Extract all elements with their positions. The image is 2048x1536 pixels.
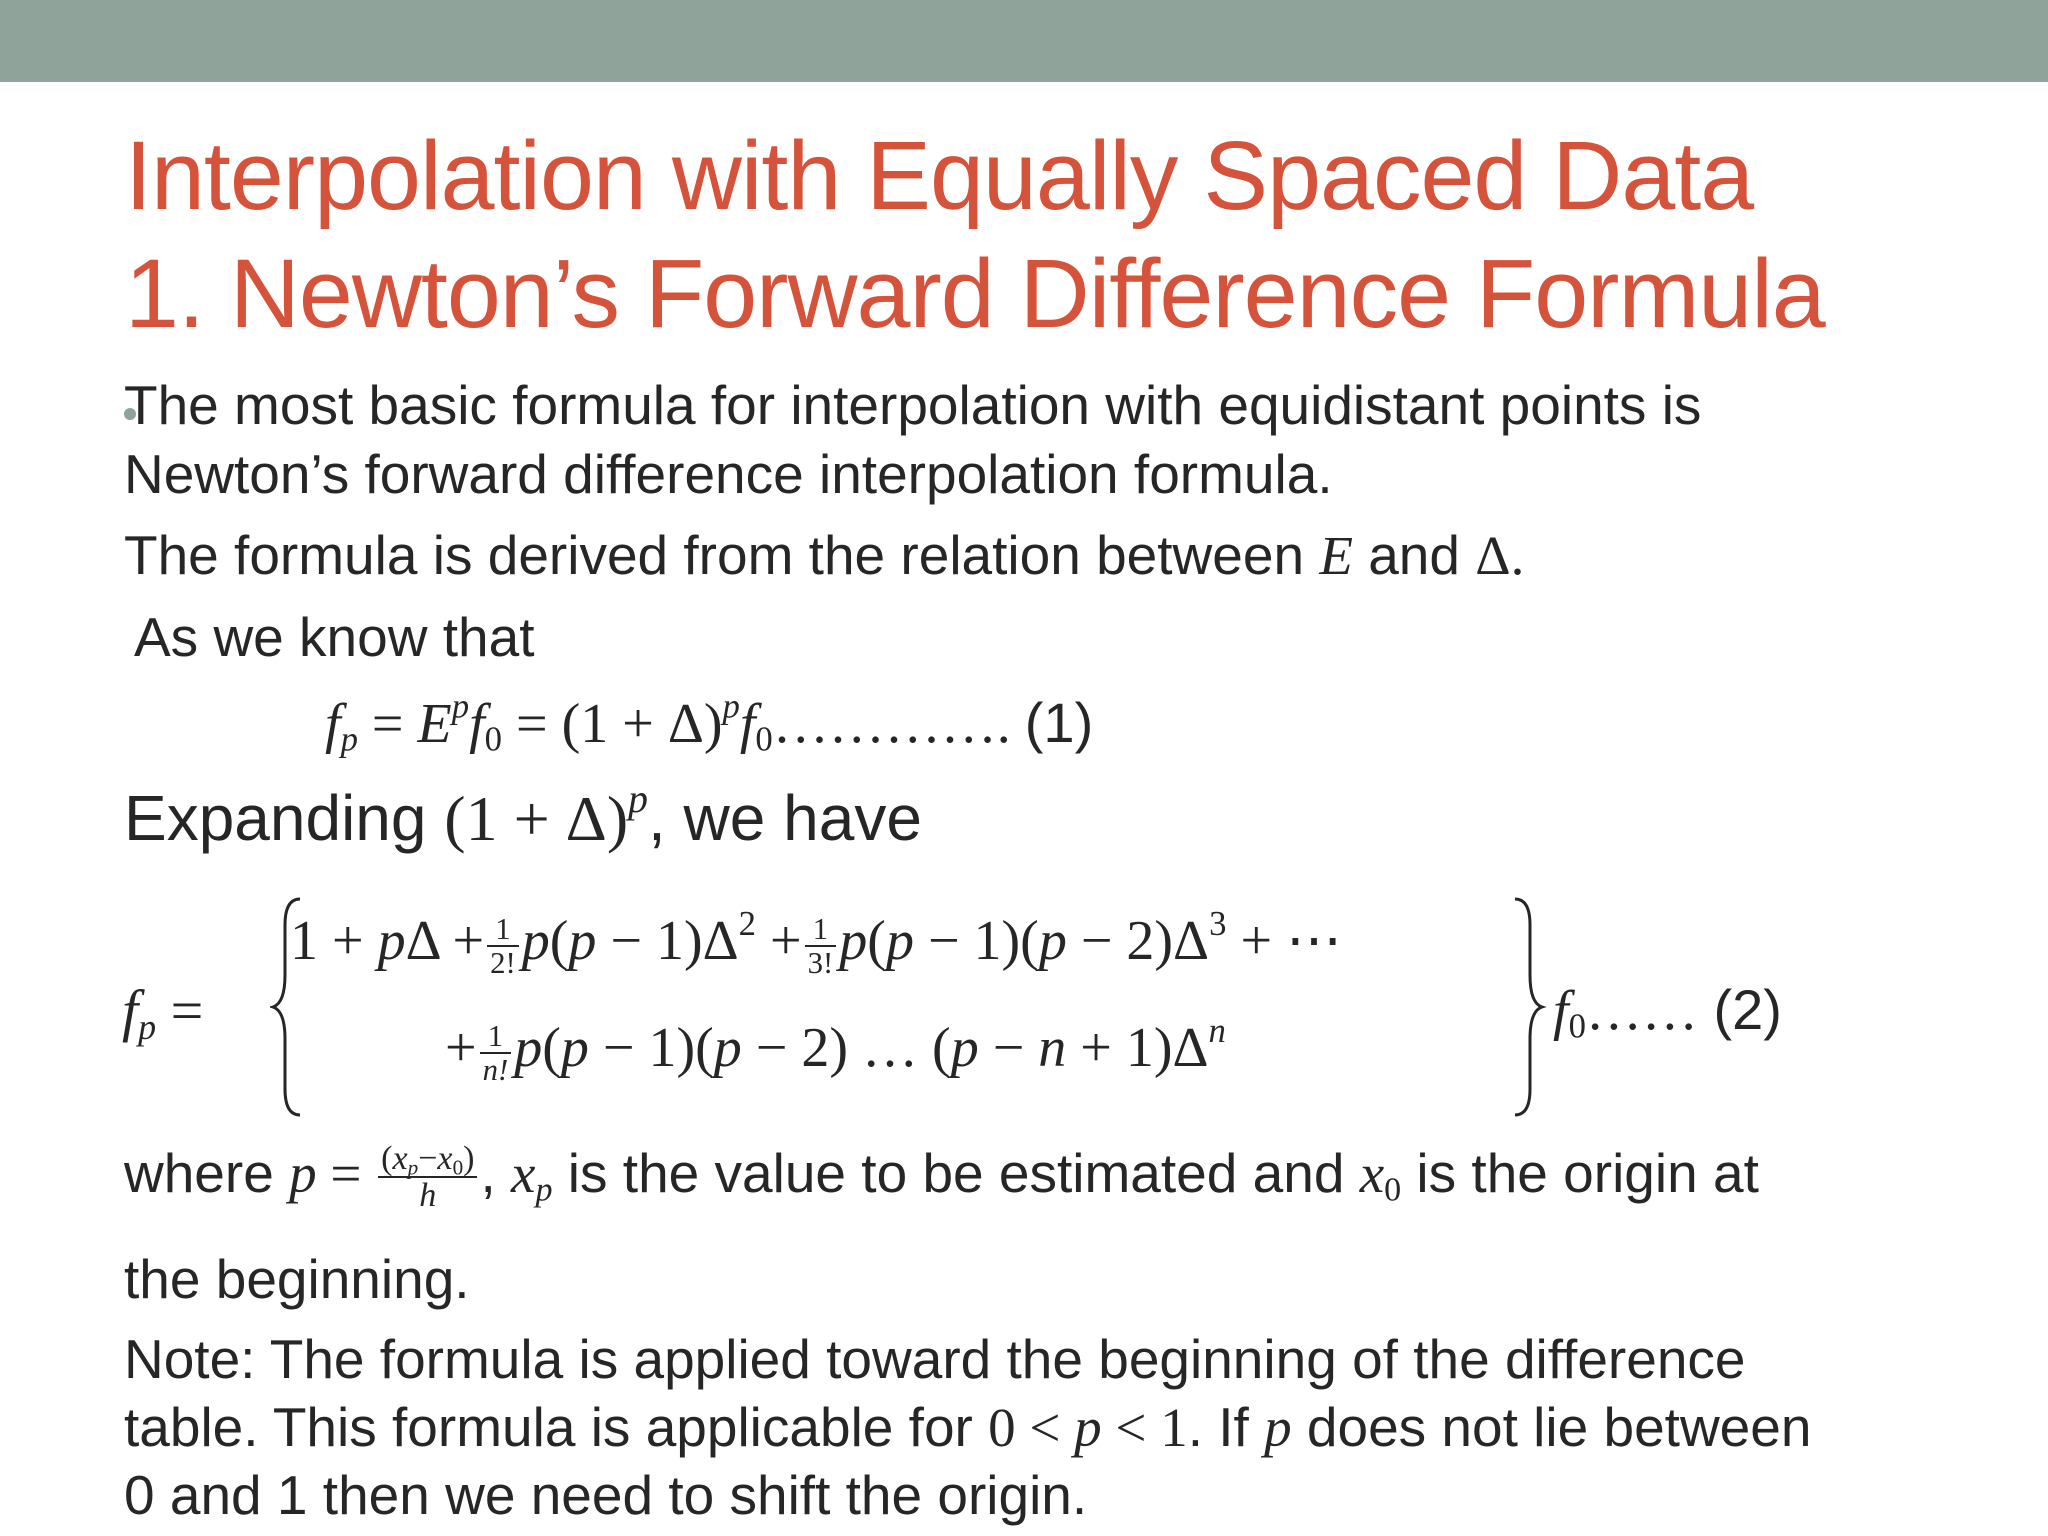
- paragraph-1-line-1: The most basic formula for interpolation with equidistant points is: [124, 374, 1702, 436]
- symbol-delta: Δ.: [1475, 525, 1525, 586]
- paragraph-3: As we know that: [134, 606, 535, 668]
- equation-2-line-1: 1 + pΔ + $\frac{1}{2!}$ $p(p - 1)\Delta^2$ + $\frac{1}{3!}$ $p(p - 1)(p - 2)\Delta^3$ + ⋯: [290, 903, 1343, 981]
- slide-subtitle: 1. Newton’s Forward Difference Formula: [125, 239, 1825, 348]
- expanding-line: Expanding $(1 + \Delta)^p$, we have: [124, 777, 922, 854]
- note-line-2: table. This formula is applicable for 0 < p < 1. If p does not lie between: [124, 1396, 1812, 1458]
- note-line-1: Note: The formula is applied toward the beginning of the difference: [124, 1328, 1746, 1390]
- equation-2-label: (2): [1713, 978, 1782, 1041]
- where-tail-1: is the value to be estimated and: [552, 1142, 1360, 1204]
- where-tail-2: is the origin at: [1401, 1142, 1759, 1204]
- where-text: where: [124, 1142, 274, 1204]
- slide-title: Interpolation with Equally Spaced Data: [125, 121, 1754, 230]
- paragraph-2: [124, 524, 1525, 586]
- where-line-2: the beginning.: [124, 1248, 470, 1310]
- equation-1-label: (1): [1024, 691, 1094, 754]
- where-mid: ,: [480, 1142, 512, 1204]
- paragraph-2-text: The formula is derived from the relation between: [124, 524, 1305, 586]
- equation-1: $f_p = E^pf_0 = (1$ + $\Delta)^pf_0\dots\dots\dots\dots$. (1): [325, 686, 1094, 759]
- symbol-E: E: [1319, 525, 1353, 586]
- note-line-2-a: table. This formula is applicable for: [124, 1396, 989, 1458]
- expanding-tail: , we have: [647, 782, 922, 854]
- header-bar: [0, 0, 2048, 82]
- note-line-3: 0 and 1 then we need to shift the origin.: [124, 1464, 1088, 1526]
- where-line: where p = $\frac{(x_p-x_0)}{h}$ , $x_p$ is the value to be estimated and $x_0$ is the origin at: [124, 1139, 1759, 1215]
- equation-2-body: [270, 895, 1810, 1120]
- expanding-text: Expanding: [124, 782, 427, 854]
- equation-2-rhs: $f_0\dots\dots$ (2): [1553, 978, 1782, 1046]
- note-line-2-b: . If: [1187, 1396, 1265, 1458]
- equation-2-lhs: $f_p$ =: [122, 978, 204, 1047]
- paragraph-2-and: and: [1352, 524, 1476, 586]
- paragraph-1-line-2: Newton’s forward difference interpolation formula.: [124, 443, 1333, 505]
- equation-2-line-2: + $\frac{1}{n!}$ p(p − 1)(p − 2) … $(p - n + 1)\Delta^n$: [445, 1010, 1226, 1088]
- note-line-2-c: does not lie between: [1291, 1396, 1812, 1458]
